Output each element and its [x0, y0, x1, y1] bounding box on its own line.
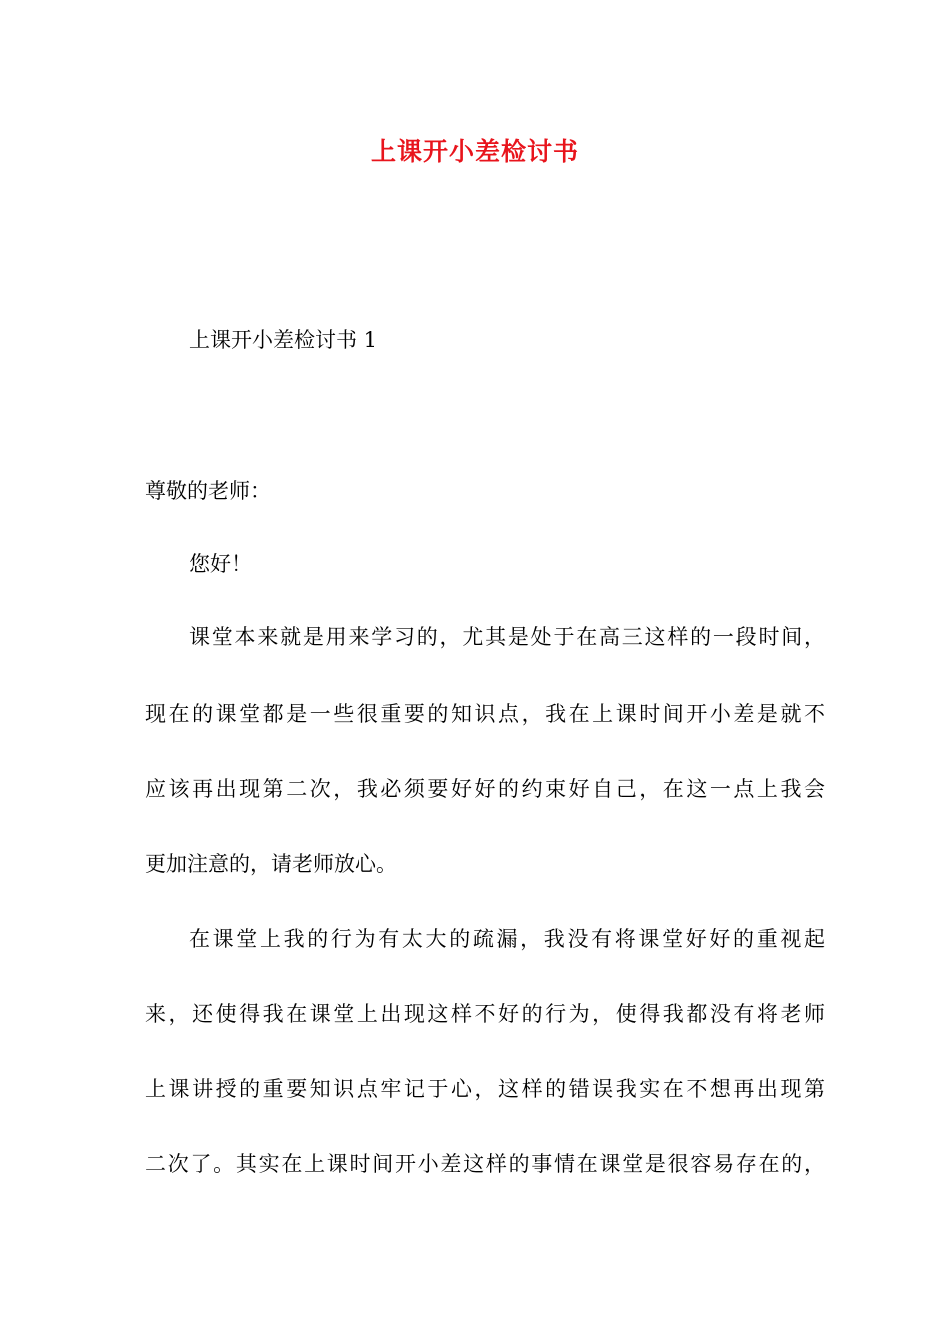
paragraph-1-line-2: 现在的课堂都是一些很重要的知识点，我在上课时间开小差是就不 — [145, 702, 825, 726]
paragraph-2-line-4: 二次了。其实在上课时间开小差这样的事情在课堂是很容易存在的， — [145, 1152, 825, 1176]
paragraph-2-line-3: 上课讲授的重要知识点牢记于心，这样的错误我实在不想再出现第 — [145, 1077, 825, 1101]
paragraph-1-line-3: 应该再出现第二次，我必须要好好的约束好自己，在这一点上我会 — [145, 777, 825, 801]
salutation: 尊敬的老师： — [145, 479, 271, 503]
paragraph-1-line-1: 课堂本来就是用来学习的，尤其是处于在高三这样的一段时间， — [189, 625, 825, 649]
paragraph-1-line-4: 更加注意的，请老师放心。 — [145, 852, 397, 876]
section-heading: 上课开小差检讨书 1 — [189, 328, 378, 352]
paragraph-2-line-1: 在课堂上我的行为有太大的疏漏，我没有将课堂好好的重视起 — [189, 927, 825, 951]
paragraph-2-line-2: 来，还使得我在课堂上出现这样不好的行为，使得我都没有将老师 — [145, 1002, 825, 1026]
document-title: 上课开小差检讨书 — [370, 137, 579, 166]
greeting: 您好！ — [189, 552, 252, 576]
